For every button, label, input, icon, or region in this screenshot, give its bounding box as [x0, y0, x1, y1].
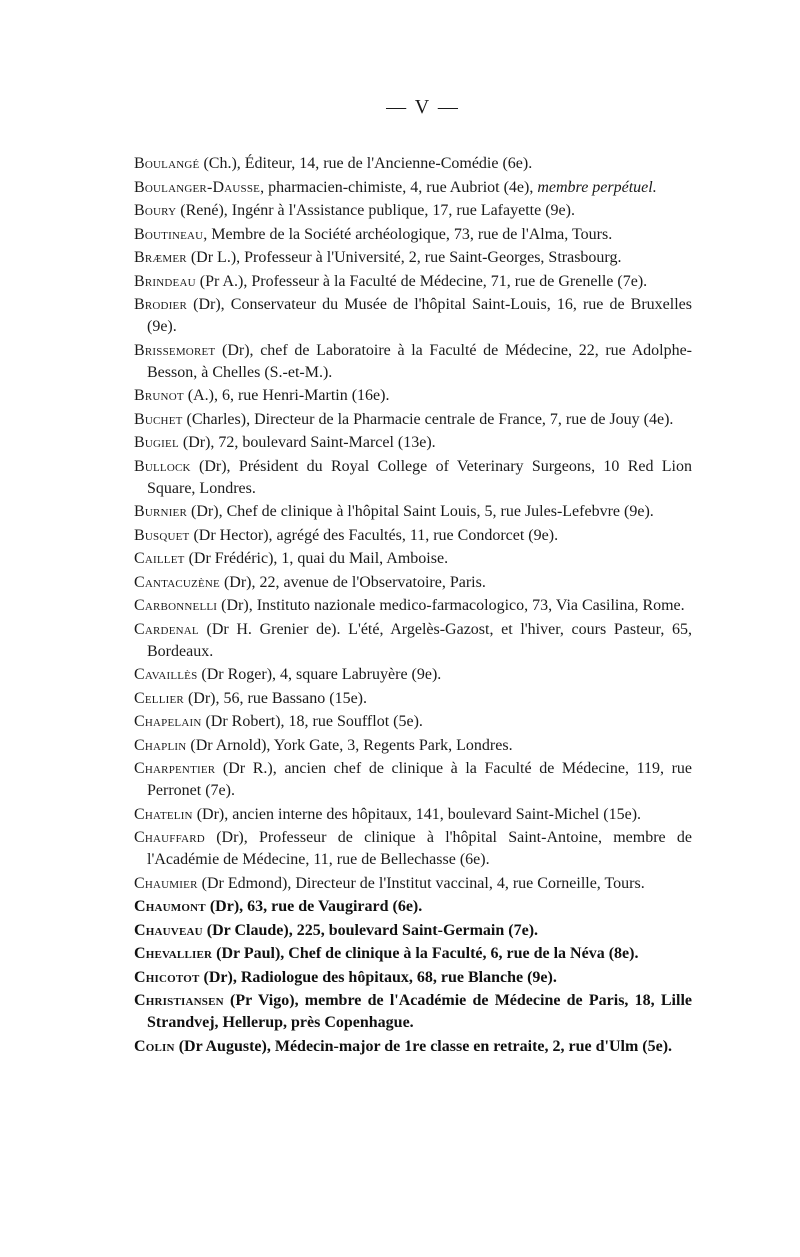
entry-text: (Dr), chef de Laboratoire à la Faculté de Médecine, 22, rue Adolphe-Besson, à Chelles (S.-et-M.). — [147, 341, 692, 381]
entry-name: Cardenal — [134, 620, 199, 638]
entry-text: (Dr Hector), agrégé des Facultés, 11, rue Condorcet (9e). — [189, 526, 559, 544]
list-item — [134, 501, 692, 523]
entry-text: (Dr), 56, rue Bassano (15e). — [183, 689, 368, 707]
entry-name: Bugiel — [134, 434, 179, 451]
entry-name: Boulangé — [134, 155, 200, 172]
list-item — [134, 967, 692, 989]
list-item — [134, 200, 692, 222]
entry-text: (Dr Robert), 18, rue Soufflot (5e). — [201, 713, 423, 730]
entry-text: (Ch.), Éditeur, 14, rue de l'Ancienne-Comédie (6e). — [199, 155, 533, 172]
entry-name: Boutineau — [134, 225, 204, 243]
list-item — [134, 1036, 692, 1058]
list-item — [134, 896, 692, 918]
list-item — [134, 294, 692, 338]
entry-name: Buchet — [134, 410, 183, 428]
entry-text: (Dr), Président du Royal College of Veterinary Surgeons, 10 Red Lion Square, Londres. — [147, 457, 692, 497]
member-list — [134, 153, 692, 1058]
entry-text: (Dr Claude), 225, boulevard Saint-Germain (7e). — [202, 921, 539, 939]
entry-name: Chatelin — [134, 805, 193, 823]
entry-text: (Pr Vigo), membre de l'Académie de Médecine de Paris, 18, Lille Strandvej, Hellerup, près Copenhague. — [147, 992, 692, 1031]
list-item — [134, 711, 692, 733]
entry-name: Cantacuzène — [134, 573, 220, 591]
entry-text: (Dr Auguste), Médecin-major de 1re classe en retraite, 2, rue d'Ulm (5e). — [174, 1037, 673, 1055]
entry-text: (Charles), Directeur de la Pharmacie centrale de France, 7, rue de Jouy (4e). — [182, 410, 674, 428]
list-item — [134, 920, 692, 942]
entry-text: (Dr Frédéric), 1, quai du Mail, Amboise. — [184, 550, 449, 567]
entry-text: (Dr), 72, boulevard Saint-Marcel (13e). — [178, 434, 436, 451]
list-item — [134, 758, 692, 802]
list-item — [134, 153, 692, 175]
entry-name: Charpentier — [134, 760, 216, 777]
entry-name: Chauffard — [134, 829, 205, 846]
entry-text: (Dr Paul), Chef de clinique à la Faculté, 6, rue de la Néva (8e). — [212, 945, 639, 962]
bold-entries-group — [134, 896, 692, 1058]
entry-text: (René), Ingénr à l'Assistance publique, 17, rue Lafayette (9e). — [176, 202, 575, 219]
entry-name: Caillet — [134, 550, 185, 567]
entry-text: (Dr), 63, rue de Vaugirard (6e). — [205, 898, 423, 915]
entry-name: Carbonnelli — [134, 597, 218, 614]
list-item — [134, 804, 692, 826]
list-item — [134, 271, 692, 293]
entry-name: Chevallier — [134, 945, 213, 962]
entry-text: (Dr), ancien interne des hôpitaux, 141, boulevard Saint-Michel (15e). — [192, 805, 642, 823]
entry-name: Bræmer — [134, 249, 187, 266]
entry-name: Bullock — [134, 457, 191, 475]
page-number: — V — — [386, 96, 460, 118]
entry-name: Burnier — [134, 503, 188, 520]
entry-name: Chaplin — [134, 736, 187, 754]
entry-name: Cavaillès — [134, 666, 198, 683]
entry-text: (Dr Arnold), York Gate, 3, Regents Park, Londres. — [186, 736, 513, 754]
list-item — [134, 595, 692, 617]
list-item — [134, 873, 692, 895]
entry-text: (A.), 6, rue Henri-Martin (16e). — [183, 387, 390, 404]
entry-name: Boulanger-Dausse — [134, 178, 261, 196]
entry-name: Chicotot — [134, 968, 200, 986]
entry-name: Busquet — [134, 526, 190, 544]
entry-name: Chaumier — [134, 874, 198, 892]
entry-text: (Pr A.), Professeur à la Faculté de Médecine, 71, rue de Grenelle (7e). — [195, 272, 648, 290]
entry-name: Brindeau — [134, 272, 196, 290]
list-item — [134, 456, 692, 500]
list-item — [134, 735, 692, 757]
list-item — [134, 619, 692, 663]
entry-text: (Dr), 22, avenue de l'Observatoire, Paris. — [219, 573, 486, 591]
list-item — [134, 664, 692, 686]
entry-name: Chapelain — [134, 713, 202, 730]
entry-text: (Dr Edmond), Directeur de l'Institut vaccinal, 4, rue Corneille, Tours. — [197, 874, 645, 892]
entry-text: (Dr R.), ancien chef de clinique à la Faculté de Médecine, 119, rue Perronet (7e). — [147, 760, 692, 799]
entry-name: Brissemoret — [134, 341, 216, 359]
entry-name: Brodier — [134, 296, 188, 313]
list-item — [134, 177, 692, 199]
entry-name: Chauveau — [134, 921, 203, 939]
entry-text: (Dr L.), Professeur à l'Université, 2, rue Saint-Georges, Strasbourg. — [186, 249, 622, 266]
entry-name: Chaumont — [134, 898, 206, 915]
list-item — [134, 432, 692, 454]
entry-name: Cellier — [134, 689, 184, 707]
list-item — [134, 548, 692, 570]
list-item — [134, 224, 692, 246]
entry-text: (Dr), Radiologue des hôpitaux, 68, rue Blanche (9e). — [199, 968, 557, 986]
list-item — [134, 827, 692, 871]
list-item — [134, 340, 692, 384]
entry-text: , pharmacien-chimiste, 4, rue Aubriot (4e), — [260, 178, 538, 196]
list-item — [134, 990, 692, 1034]
entry-text: (Dr Roger), 4, square Labruyère (9e). — [197, 666, 442, 683]
entry-text: (Dr H. Grenier de). L'été, Argelès-Gazost, et l'hiver, cours Pasteur, 65, Bordeaux. — [147, 620, 692, 660]
entry-text: (Dr), Conservateur du Musée de l'hôpital Saint-Louis, 16, rue de Bruxelles (9e). — [147, 296, 692, 335]
entry-text: (Dr), Chef de clinique à l'hôpital Saint Louis, 5, rue Jules-Lefebvre (9e). — [187, 503, 654, 520]
entry-emphasis: membre perpétuel. — [537, 178, 657, 196]
entry-text: (Dr), Instituto nazionale medico-farmacologico, 73, Via Casilina, Rome. — [217, 597, 685, 614]
entry-name: Colin — [134, 1037, 175, 1055]
list-item — [134, 572, 692, 594]
list-item — [134, 525, 692, 547]
list-item — [134, 943, 692, 965]
list-item — [134, 409, 692, 431]
entry-name: Boury — [134, 202, 177, 219]
entry-text: (Dr), Professeur de clinique à l'hôpital Saint-Antoine, membre de l'Académie de Médecine, 11, rue de Bellechasse (6e). — [147, 829, 692, 868]
entry-name: Christiansen — [134, 992, 224, 1009]
entry-text: , Membre de la Société archéologique, 73, rue de l'Alma, Tours. — [203, 225, 613, 243]
entry-name: Brunot — [134, 387, 184, 404]
list-item — [134, 247, 692, 269]
list-item — [134, 688, 692, 710]
list-item — [134, 385, 692, 407]
